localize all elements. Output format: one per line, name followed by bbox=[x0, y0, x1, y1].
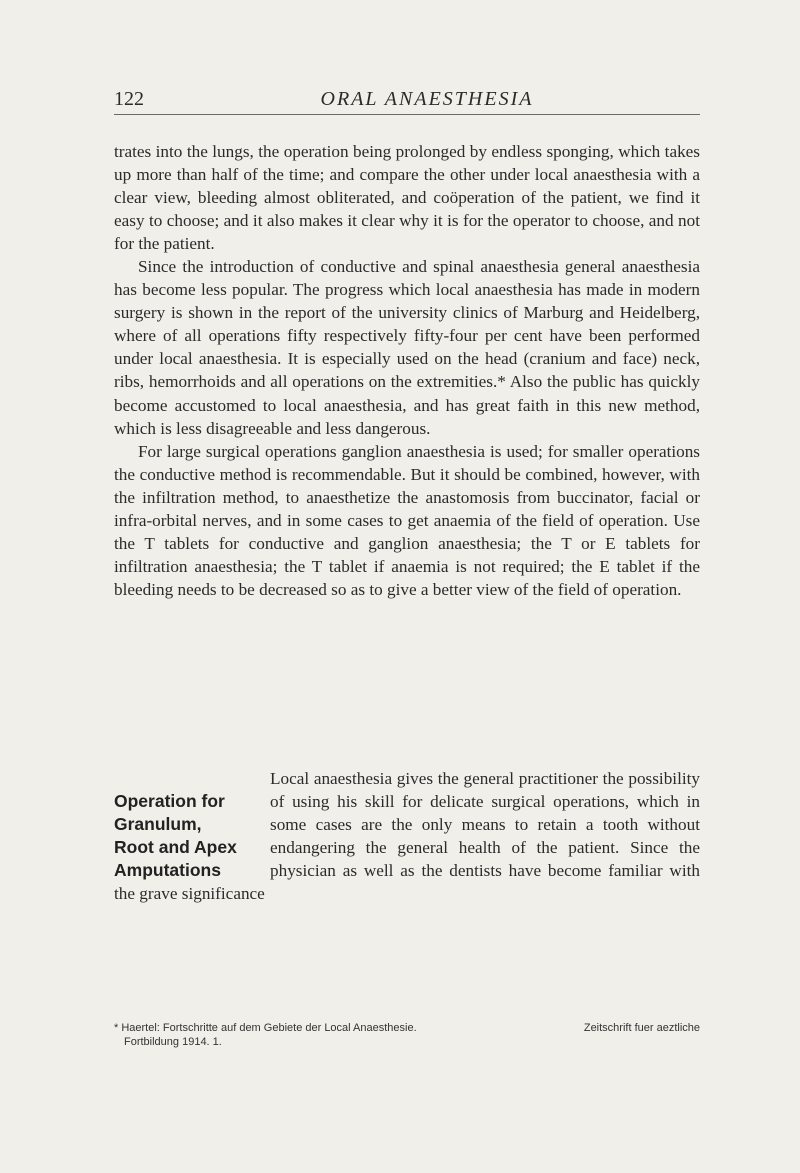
page-header bbox=[114, 88, 700, 115]
side-heading-line: Amputations bbox=[114, 860, 221, 881]
section-operation-granulum bbox=[114, 767, 700, 905]
paragraph: trates into the lungs, the operation being prolonged by endless sponging, which takes up more than half of the time; and compare the other under local anaesthesia with a clear view, bleeding almost obliterated, and coöperation of the patient, we find it easy to choose; and it also makes it clear why it is for the operator to choose, and not for the patient. bbox=[114, 142, 700, 254]
side-heading bbox=[114, 790, 256, 882]
page-number: 122 bbox=[114, 88, 144, 110]
section-paragraph: Local anaesthesia gives the general practitioner the possibility of using his skill for delicate surgical operations, which in some cases are the only means to retain a tooth without endangering the general health of the patient. Since the physician as well as the dentists have become familiar with the grave significance bbox=[114, 769, 700, 904]
footnote-line-2: Fortbildung 1914. 1. bbox=[124, 1036, 222, 1048]
side-heading-line: Operation for bbox=[114, 791, 225, 811]
footnote-citation: * Haertel: Fortschritte auf dem Gebiete der Local Anaesthesie. bbox=[114, 1022, 417, 1034]
side-heading-line: Granulum, bbox=[114, 814, 202, 835]
body-text bbox=[114, 140, 700, 601]
running-title: ORAL ANAESTHESIA bbox=[320, 88, 534, 110]
footnote-journal: Zeitschrift fuer aeztliche bbox=[583, 1022, 700, 1034]
footnote bbox=[114, 1021, 700, 1049]
paragraph: For large surgical operations ganglion anaesthesia is used; for smaller operations the conductive method is recommendable. But it should be combined, however, with the infiltration method, to anaesthetize the anastomosis from buccinator, facial or infra-orbital nerves, and in some cases to get anaemia of the field of operation. Use the T tablets for conductive and ganglion anaesthesia; the T or E tablets for infiltration anaesthesia; the T tablet if anaemia is not required; the E tablet if the bleeding needs to be decreased so as to give a better view of the field of operation. bbox=[114, 441, 700, 599]
paragraph: Since the introduction of conductive and spinal anaesthesia general anaesthesia has become less popular. The progress which local anaesthesia has made in modern surgery is shown in the report of the university clinics of Marburg and Heidelberg, where of all operations fifty respectively fifty-four per cent have been performed under local anaesthesia. It is especially used on the head (cranium and face) neck, ribs, hemorrhoids and all operations on the extremities.* Also the public has quickly become accustomed to local anaesthesia, and has great faith in this new method, which is less disagreeable and less dangerous. bbox=[114, 257, 700, 438]
footnote-line-1 bbox=[114, 1021, 700, 1035]
side-heading-line: Root and Apex bbox=[114, 837, 237, 858]
